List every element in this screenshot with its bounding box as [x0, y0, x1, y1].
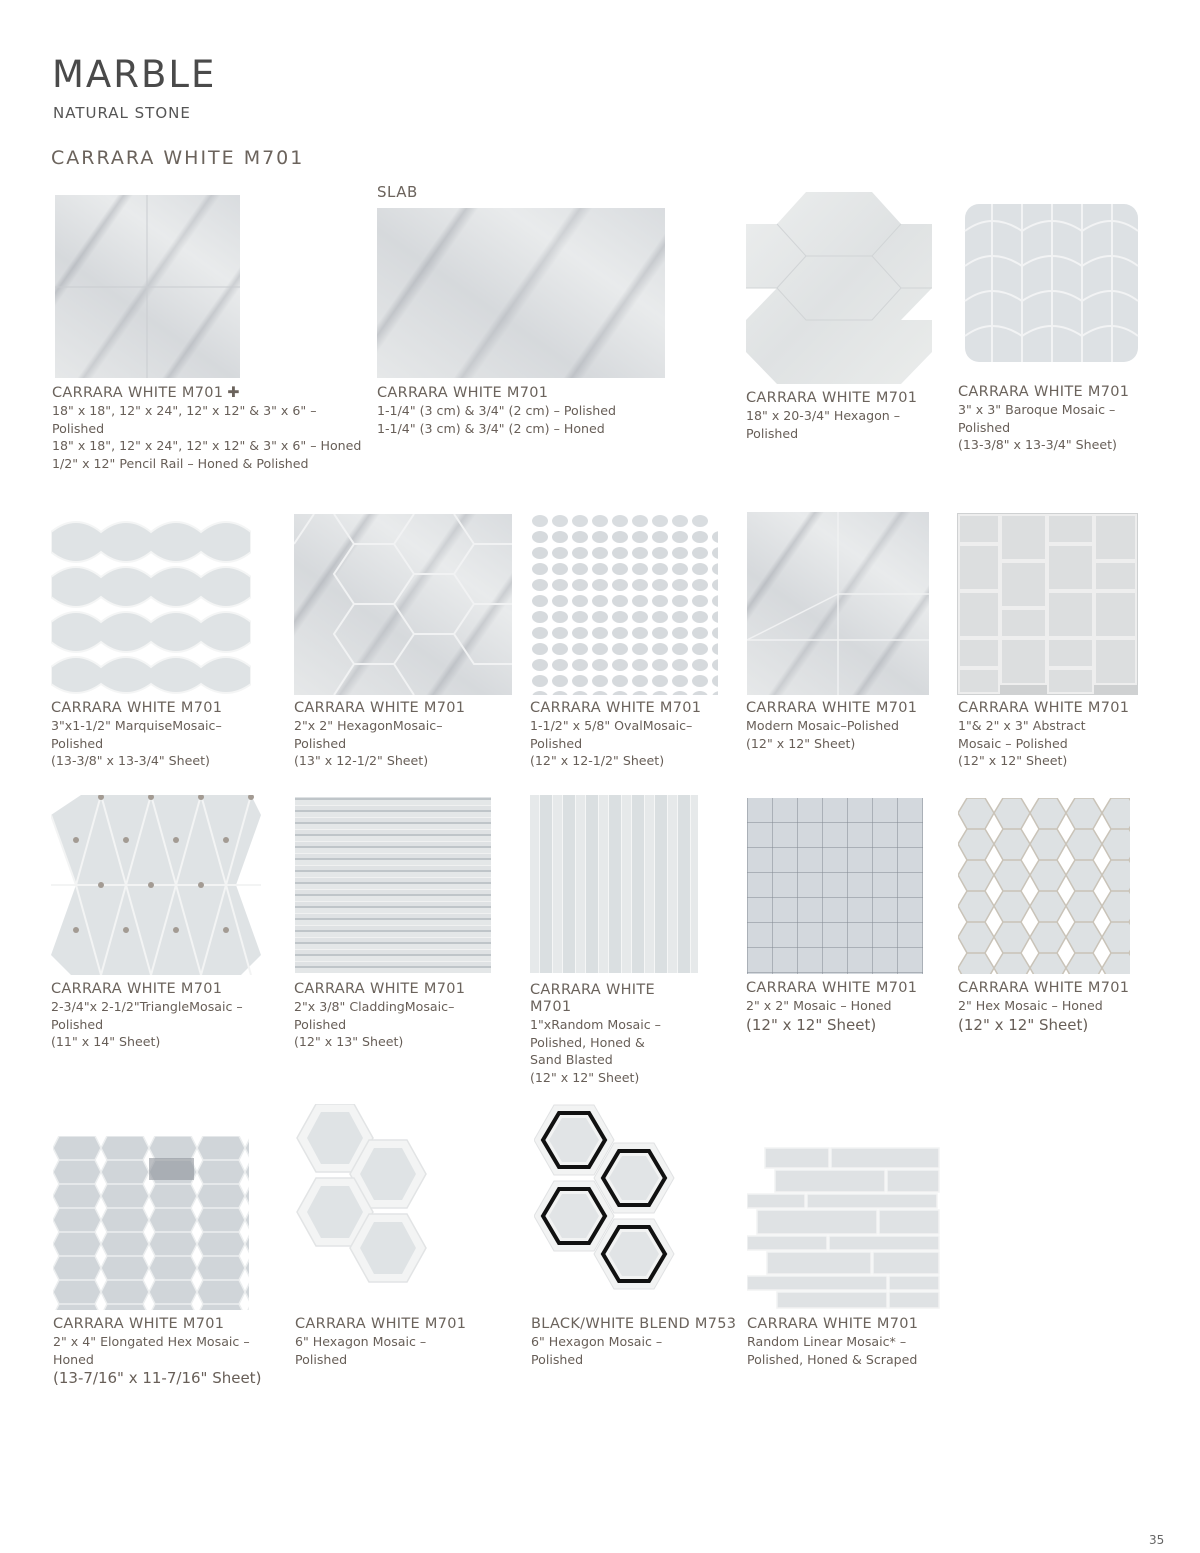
product-image-abstract-mosaic [957, 513, 1138, 695]
product-image-hex-mosaic [958, 798, 1130, 974]
product-name: CARRARA WHITE M701 [530, 700, 702, 716]
product-name: CARRARA WHITE M701 [294, 981, 466, 997]
product-caption: CARRARA WHITE M701 6" Hexagon Mosaic – Polished [295, 1316, 495, 1368]
product-caption: CARRARA WHITE M701 ✚ 18" x 18", 12" x 24", 12" x 12" & 3" x 6" – Polished 18" x 18", 12" x 24", 12" x 12" & 3" x 6" – Honed 1/2" x 12" Pencil Rail – Honed & Polished [52, 385, 372, 472]
slab-label: SLAB [377, 183, 418, 201]
product-name: CARRARA WHITE M701 [51, 981, 223, 997]
product-name: CARRARA WHITE M701 [746, 980, 918, 996]
product-caption: BLACK/WHITE BLEND M753 6" Hexagon Mosaic – Polished [531, 1316, 741, 1368]
page-number: 35 [1149, 1533, 1165, 1547]
product-image-6in-hexagon-mosaic [296, 1104, 446, 1310]
product-caption: CARRARA WHITE M701 18" x 20-3/4" Hexagon – Polished [746, 390, 946, 442]
product-name: CARRARA WHITE M701 [958, 980, 1130, 996]
product-caption: CARRARA WHITE M701 3"x1-1/2" MarquiseMosaic– Polished (13-3/8" x 13-3/4" Sheet) [51, 700, 281, 770]
product-name-line2: M701 [530, 999, 572, 1015]
product-caption: CARRARA WHITE M701 Random Linear Mosaic* – Polished, Honed & Scraped [747, 1316, 957, 1368]
product-name: CARRARA WHITE M701 [747, 1316, 919, 1332]
product-name: CARRARA WHITE M701 [295, 1316, 467, 1332]
product-caption: CARRARA WHITE M701 2" Hex Mosaic – Honed (12" x 12" Sheet) [958, 980, 1158, 1035]
product-image-2x2-mosaic [747, 798, 923, 974]
product-name: CARRARA WHITE M701 [294, 700, 466, 716]
product-caption: CARRARA WHITE M701 2"x 2" HexagonMosaic– Polished (13" x 12-1/2" Sheet) [294, 700, 524, 770]
product-image-elongated-hex-mosaic [53, 1136, 249, 1310]
product-caption: CARRARA WHITE M701 2" x 2" Mosaic – Honed (12" x 12" Sheet) [746, 980, 946, 1035]
product-image-marquise-mosaic [51, 512, 251, 695]
product-caption: CARRARA WHITE M701 3" x 3" Baroque Mosaic – Polished (13-3/8" x 13-3/4" Sheet) [958, 384, 1158, 454]
product-name: CARRARA WHITE M701 [958, 384, 1130, 400]
product-caption: CARRARA WHITE M701 2-3/4"x 2-1/2"TriangleMosaic – Polished (11" x 14" Sheet) [51, 981, 281, 1051]
product-image-field-tile [55, 195, 240, 378]
product-image-black-white-hexagon-mosaic [534, 1103, 684, 1293]
product-image-triangle-mosaic [51, 795, 261, 975]
product-name: CARRARA WHITE M701 [746, 390, 918, 406]
product-image-cladding-mosaic [295, 797, 491, 973]
product-image-random-linear-mosaic [747, 1146, 941, 1310]
product-name: CARRARA WHITE M701 [377, 385, 549, 401]
product-name: CARRARA WHITE M701 [958, 700, 1130, 716]
product-name: CARRARA WHITE M701 [53, 1316, 225, 1332]
page-title: MARBLE [52, 53, 217, 96]
product-image-modern-mosaic [747, 512, 929, 695]
page-subtitle: NATURAL STONE [53, 104, 191, 122]
product-image-hexagon-18 [746, 192, 932, 384]
product-image-random-mosaic [530, 795, 698, 973]
product-caption: CARRARA WHITE M701 2"x 3/8" CladdingMosaic– Polished (12" x 13" Sheet) [294, 981, 524, 1051]
product-image-slab [377, 208, 665, 378]
product-caption: CARRARA WHITE M701 Modern Mosaic–Polished (12" x 12" Sheet) [746, 700, 946, 752]
collection-title: CARRARA WHITE M701 [51, 147, 305, 169]
product-name: CARRARA WHITE M701 [746, 700, 918, 716]
product-name: CARRARA WHITE M701 ✚ [52, 385, 240, 401]
product-caption: CARRARA WHITE M701 1"& 2" x 3" Abstract Mosaic – Polished (12" x 12" Sheet) [958, 700, 1158, 770]
product-caption: CARRARA WHITE M701 1-1/4" (3 cm) & 3/4" (2 cm) – Polished 1-1/4" (3 cm) & 3/4" (2 cm) – Honed [377, 385, 677, 437]
product-name: CARRARA WHITE [530, 982, 655, 998]
product-image-oval-mosaic [530, 513, 718, 695]
plus-icon: ✚ [227, 385, 240, 401]
product-caption: CARRARA WHITE M701 2" x 4" Elongated Hex Mosaic – Honed (13-7/16" x 11-7/16" Sheet) [53, 1316, 293, 1388]
product-image-baroque-mosaic [962, 196, 1141, 368]
product-caption: CARRARA WHITE M701 1"xRandom Mosaic – Polished, Honed & Sand Blasted (12" x 12" Sheet) [530, 982, 720, 1086]
product-name: CARRARA WHITE M701 [51, 700, 223, 716]
product-image-hexagon-mosaic [294, 514, 512, 695]
product-name: BLACK/WHITE BLEND M753 [531, 1316, 737, 1332]
product-caption: CARRARA WHITE M701 1-1/2" x 5/8" OvalMosaic– Polished (12" x 12-1/2" Sheet) [530, 700, 740, 770]
